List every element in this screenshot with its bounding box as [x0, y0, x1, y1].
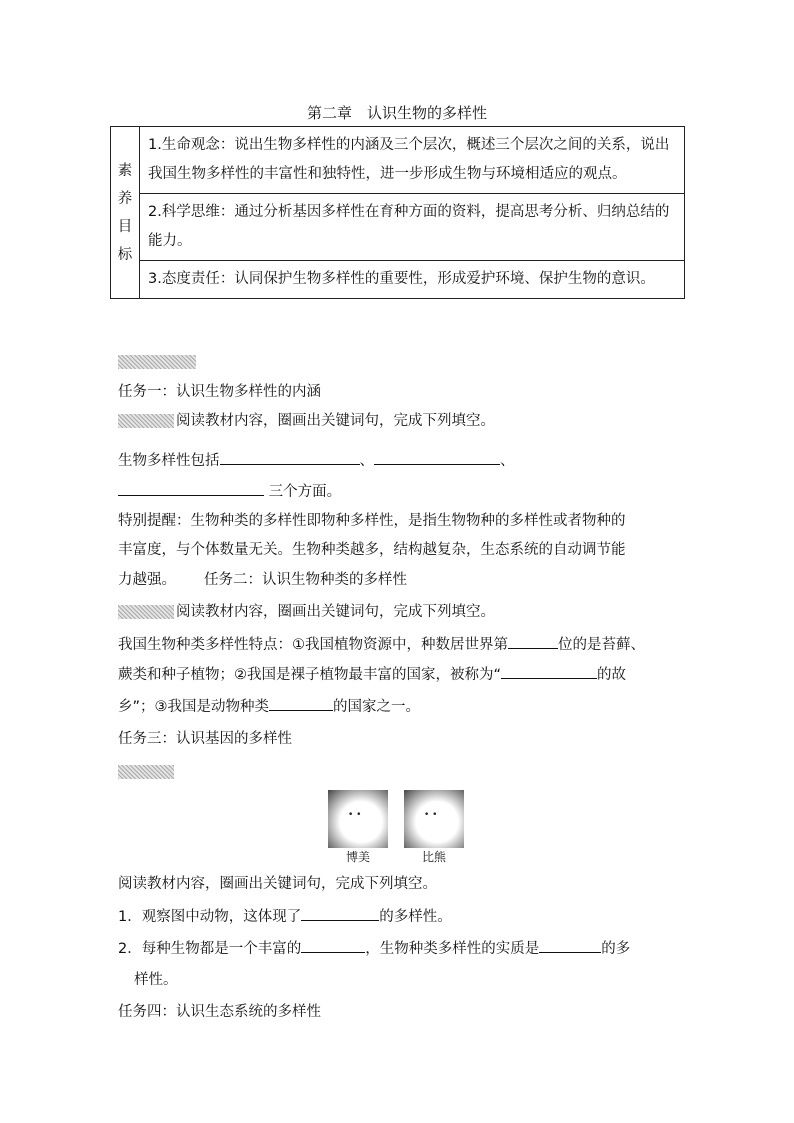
text: 的国家之一。	[333, 699, 421, 715]
goal-life-concept: 1.生命观念：说出生物多样性的内涵及三个层次，概述三个层次之间的关系，说出我国生物多样性的丰富性和独特性，进一步形成生物与环境相适应的观点。	[140, 127, 685, 194]
bichon-photo	[404, 790, 464, 848]
section-badge	[118, 762, 176, 782]
instruction-text: 阅读教材内容，圈画出关键词句，完成下列填空。	[176, 604, 495, 620]
text: 乡”；③我国是动物种类	[118, 699, 270, 715]
chapter-title: 第二章 认识生物的多样性	[306, 104, 487, 122]
pomeranian-photo	[328, 790, 388, 848]
side-char: 养	[117, 190, 133, 207]
text: 1．观察图中动物，这体现了	[118, 909, 302, 925]
side-char: 标	[117, 246, 133, 263]
task3-q1	[118, 906, 452, 927]
image-pomeranian	[328, 790, 388, 865]
goals-side-label	[111, 127, 140, 299]
blank[interactable]	[301, 938, 365, 953]
blank[interactable]	[301, 906, 379, 921]
text: 力越强。	[118, 572, 176, 588]
text: 的故	[597, 667, 627, 683]
tip-line	[118, 570, 407, 590]
task2-line	[118, 664, 626, 685]
text: 蕨类和种子植物；②我国是裸子植物最丰富的国家，被称为“	[118, 667, 502, 683]
tip-line: 特别提醒：生物种类的多样性即物种多样性，是指生物物种的多样性或者物种的	[118, 513, 626, 529]
tip-line: 丰富度，与个体数量无关。生物种类越多，结构越复杂，生态系统的自动调节能	[118, 542, 626, 558]
task1-instruction	[118, 411, 495, 431]
blank[interactable]	[374, 450, 500, 465]
text: 三个方面。	[268, 484, 342, 500]
side-char: 素	[117, 162, 133, 179]
blank[interactable]	[539, 938, 601, 953]
task2-line	[118, 696, 420, 717]
text: 位的是苔藓、	[558, 637, 645, 653]
text: 、	[500, 453, 515, 469]
instruction-text: 阅读教材内容，圈画出关键词句，完成下列填空。	[176, 413, 495, 429]
image-bichon	[404, 790, 464, 865]
blank[interactable]	[269, 696, 333, 711]
blank[interactable]	[118, 481, 264, 496]
text: ，生物种类多样性的实质是	[365, 941, 540, 957]
text: 、	[359, 453, 374, 469]
blank[interactable]	[508, 634, 558, 649]
blank[interactable]	[501, 664, 597, 679]
goal-attitude: 3.态度责任：认同保护生物多样性的重要性，形成爱护环境、保护生物的意识。	[140, 261, 685, 299]
task3-q2	[118, 938, 630, 959]
task1-fill-2	[118, 481, 341, 502]
text: 2．每种生物都是一个丰富的	[118, 941, 302, 957]
dog-images	[328, 790, 464, 865]
task1-title: 任务一：认识生物多样性的内涵	[118, 384, 321, 400]
text: 生物多样性包括	[118, 453, 220, 469]
caption: 博美	[345, 850, 370, 864]
section-badge	[118, 352, 198, 372]
task3-q2-cont: 样性。	[134, 972, 178, 988]
literacy-goals-table	[110, 126, 685, 299]
side-char: 目	[117, 218, 133, 235]
task3-title: 任务三：认识基因的多样性	[118, 731, 292, 747]
task4-title: 任务四：认识生态系统的多样性	[118, 1004, 321, 1020]
text: 我国生物种类多样性特点：①我国植物资源中，种数居世界第	[118, 637, 508, 653]
task2-line	[118, 634, 645, 655]
task2-instruction	[118, 602, 495, 622]
task3-instruction: 阅读教材内容，圈画出关键词句，完成下列填空。	[118, 876, 437, 892]
goal-scientific-thinking: 2.科学思维：通过分析基因多样性在育种方面的资料，提高思考分析、归纳总结的能力。	[140, 194, 685, 261]
blank[interactable]	[220, 450, 360, 465]
caption: 比熊	[421, 850, 446, 864]
task1-fill	[118, 450, 515, 471]
text: 的多	[601, 941, 631, 957]
task2-title: 任务二：认识生物种类的多样性	[204, 572, 407, 588]
text: 的多样性。	[379, 909, 452, 925]
